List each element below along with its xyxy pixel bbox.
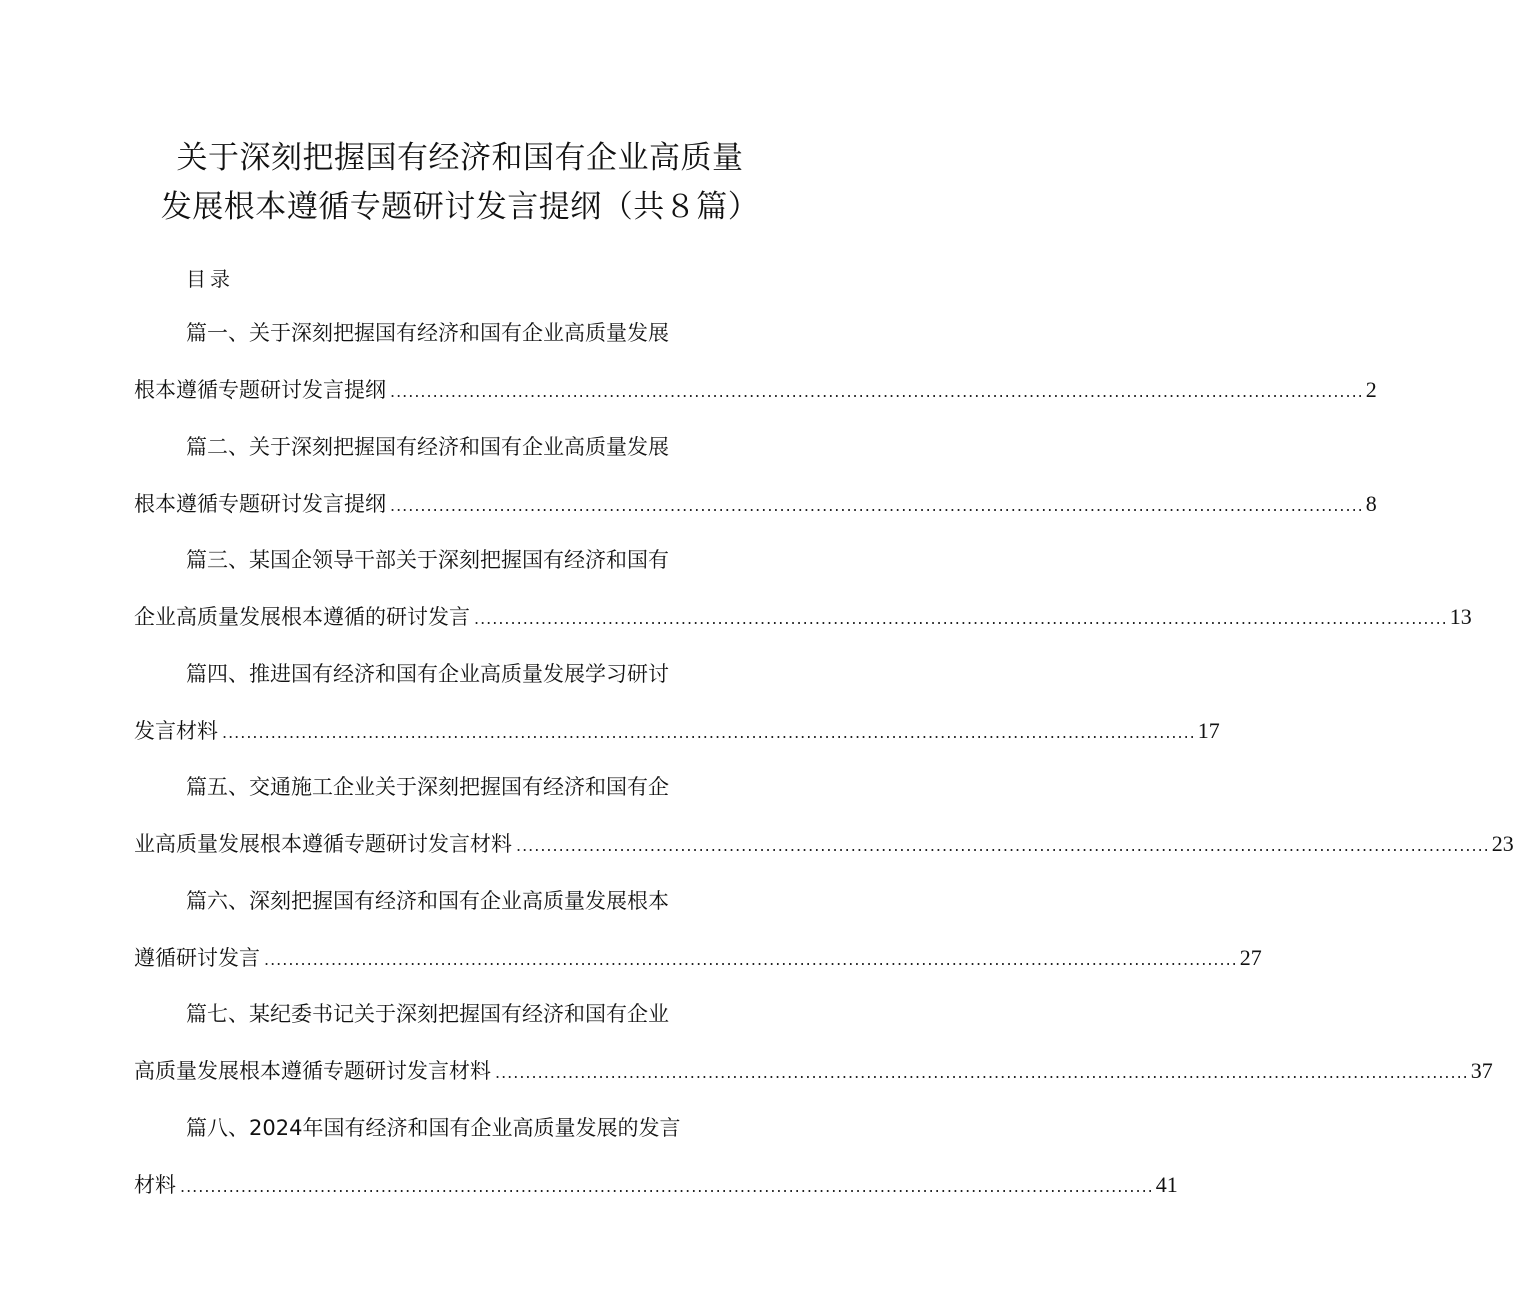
toc-entry-line-2[interactable] xyxy=(134,943,1262,973)
toc-entry-line-2[interactable] xyxy=(134,1170,1178,1200)
toc-page-number: 17 xyxy=(1197,718,1220,743)
toc-page-number: 2 xyxy=(1365,377,1377,402)
toc-entry-title-line-1[interactable]: 篇七、某纪委书记关于深刻把握国有经济和国有企业 xyxy=(186,1002,669,1026)
toc-leader-dots: ................................................................................................................................................................ xyxy=(264,950,1238,969)
toc-leader-dots: ................................................................................................................................................................ xyxy=(390,496,1364,515)
toc-entry-title-line-2: 企业高质量发展根本遵循的研讨发言 xyxy=(134,605,470,629)
toc-page-number: 37 xyxy=(1470,1058,1493,1083)
toc-entry-title-line-1[interactable]: 篇四、推进国有经济和国有企业高质量发展学习研讨 xyxy=(186,662,669,686)
toc-entry-title-line-2: 材料 xyxy=(134,1173,176,1197)
toc-entry-title-line-2: 遵循研讨发言 xyxy=(134,946,260,970)
toc-entry-title-line-1[interactable]: 篇二、关于深刻把握国有经济和国有企业高质量发展 xyxy=(186,435,669,459)
toc-leader-dots: ................................................................................................................................................................ xyxy=(495,1063,1469,1082)
toc-entry-line-2[interactable] xyxy=(134,375,1377,405)
toc-page-number: 23 xyxy=(1491,831,1514,856)
toc-entry-line-2[interactable] xyxy=(134,829,1514,859)
toc-entry-title-line-2: 业高质量发展根本遵循专题研讨发言材料 xyxy=(134,832,512,856)
toc-entry-line-2[interactable] xyxy=(134,602,1472,632)
toc-entry-title-line-2: 根本遵循专题研讨发言提纲 xyxy=(134,378,386,402)
toc-entry-title-line-1[interactable]: 篇八、2024年国有经济和国有企业高质量发展的发言 xyxy=(186,1116,681,1140)
toc-leader-dots: ................................................................................................................................................................ xyxy=(474,609,1448,628)
toc-page-number: 41 xyxy=(1155,1172,1178,1197)
toc-entry-title-line-2: 根本遵循专题研讨发言提纲 xyxy=(134,492,386,516)
toc-page-number: 13 xyxy=(1449,604,1472,629)
toc-entry-line-2[interactable] xyxy=(134,1056,1493,1086)
toc-entry-title-line-1[interactable]: 篇六、深刻把握国有经济和国有企业高质量发展根本 xyxy=(186,889,669,913)
toc-page-number: 27 xyxy=(1239,945,1262,970)
toc-leader-dots: ................................................................................................................................................................ xyxy=(516,836,1490,855)
toc-entry-title-line-1[interactable]: 篇三、某国企领导干部关于深刻把握国有经济和国有 xyxy=(186,548,669,572)
document-title-line-1: 关于深刻把握国有经济和国有企业高质量 xyxy=(176,140,744,176)
toc-leader-dots: ................................................................................................................................................................ xyxy=(222,723,1196,742)
document-title-line-2: 发展根本遵循专题研讨发言提纲（共８篇） xyxy=(160,189,760,225)
toc-leader-dots: ................................................................................................................................................................ xyxy=(390,382,1364,401)
toc-entry-title-line-1[interactable]: 篇一、关于深刻把握国有经济和国有企业高质量发展 xyxy=(186,321,669,345)
toc-heading: 目录 xyxy=(186,267,234,291)
toc-entry-line-2[interactable] xyxy=(134,489,1377,519)
toc-page-number: 8 xyxy=(1365,491,1377,516)
toc-entry-title-line-2: 发言材料 xyxy=(134,719,218,743)
toc-entry-title-line-1[interactable]: 篇五、交通施工企业关于深刻把握国有经济和国有企 xyxy=(186,775,669,799)
toc-entry-line-2[interactable] xyxy=(134,716,1220,746)
toc-leader-dots: ................................................................................................................................................................ xyxy=(180,1177,1154,1196)
toc-entry-title-line-2: 高质量发展根本遵循专题研讨发言材料 xyxy=(134,1059,491,1083)
